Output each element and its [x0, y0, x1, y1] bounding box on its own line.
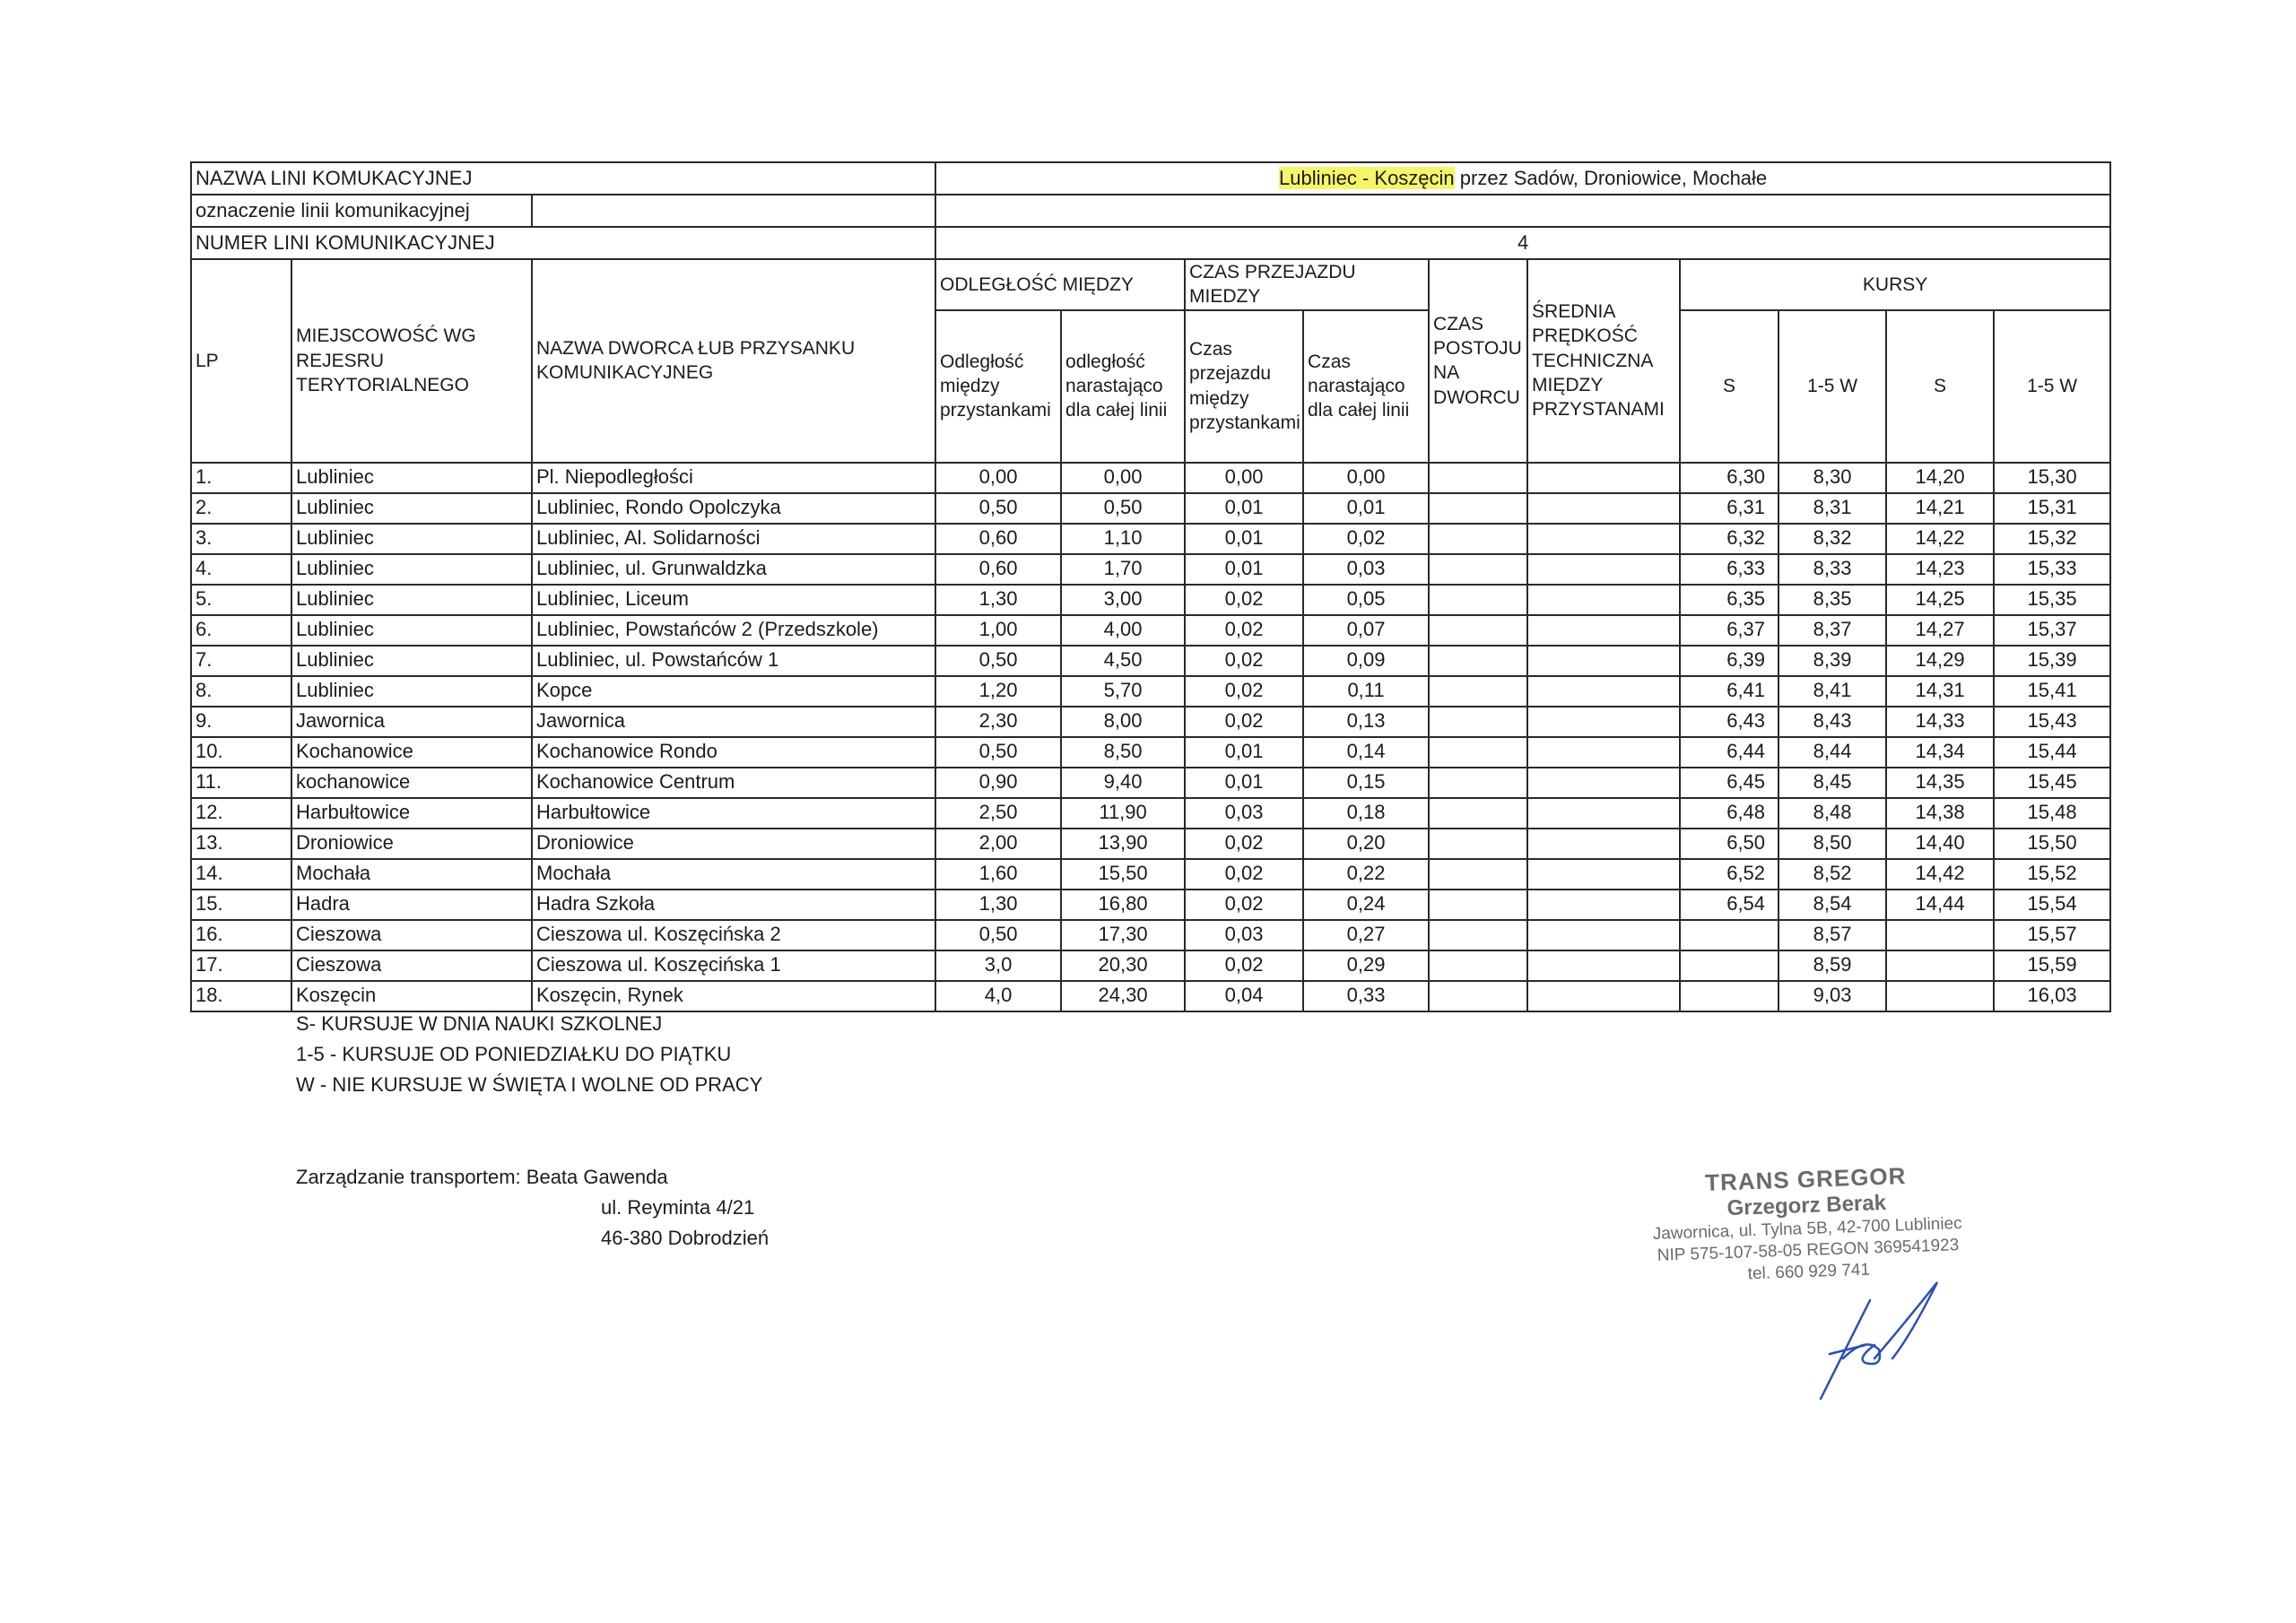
row-avg-speed — [1527, 463, 1680, 493]
row-stop-name: Koszęcin, Rynek — [532, 981, 935, 1011]
row-course-4: 16,03 — [1994, 981, 2110, 1011]
row-stop-time — [1429, 768, 1527, 798]
row-course-4: 15,39 — [1994, 646, 2110, 676]
row-distance: 0,50 — [935, 493, 1061, 524]
row-distance: 2,00 — [935, 829, 1061, 859]
table-row — [191, 524, 2110, 554]
row-time: 0,01 — [1185, 768, 1303, 798]
row-stop-name: Lubliniec, ul. Powstańców 1 — [532, 646, 935, 676]
col-distance-cumulative: odległość narastająco dla całej linii — [1061, 310, 1185, 463]
row-course-1: 6,48 — [1680, 798, 1779, 829]
row-course-2: 8,41 — [1779, 676, 1886, 707]
row-locality: kochanowice — [291, 768, 532, 798]
row-distance: 1,00 — [935, 615, 1061, 646]
row-avg-speed — [1527, 615, 1680, 646]
col-avg-speed: ŚREDNIA PRĘDKOŚĆ TECHNICZNA MIĘDZY PRZYSTANAMI — [1527, 259, 1680, 463]
row-time-cumulative: 0,14 — [1303, 737, 1429, 768]
row-stop-name: Lubliniec, Rondo Opolczyka — [532, 493, 935, 524]
row-avg-speed — [1527, 798, 1680, 829]
row-time: 0,02 — [1185, 829, 1303, 859]
row-course-1: 6,45 — [1680, 768, 1779, 798]
row-course-3: 14,31 — [1886, 676, 1994, 707]
row-course-2: 8,50 — [1779, 829, 1886, 859]
legend-item-s: S- KURSUJE W DNIA NAUKI SZKOLNEJ — [296, 1012, 663, 1035]
row-time: 0,01 — [1185, 737, 1303, 768]
legend-item-1-5: 1-5 - KURSUJE OD PONIEDZIAŁKU DO PIĄTKU — [296, 1043, 732, 1065]
row-course-2: 8,43 — [1779, 707, 1886, 737]
row-stop-time — [1429, 859, 1527, 890]
row-course-4: 15,57 — [1994, 920, 2110, 950]
legend-item-w: W - NIE KURSUJE W ŚWIĘTA I WOLNE OD PRACY — [296, 1073, 763, 1096]
table-row — [191, 768, 2110, 798]
row-distance: 0,00 — [935, 463, 1061, 493]
row-course-4: 15,30 — [1994, 463, 2110, 493]
table-row — [191, 981, 2110, 1011]
row-time-cumulative: 0,13 — [1303, 707, 1429, 737]
row-course-3: 14,42 — [1886, 859, 1994, 890]
row-distance-cumulative: 8,50 — [1061, 737, 1185, 768]
row-time-cumulative: 0,22 — [1303, 859, 1429, 890]
line-name-label: NAZWA LINI KOMUKACYJNEJ — [191, 162, 935, 195]
row-locality: Lubliniec — [291, 676, 532, 707]
row-distance: 0,60 — [935, 524, 1061, 554]
row-course-2: 8,30 — [1779, 463, 1886, 493]
row-course-1: 6,32 — [1680, 524, 1779, 554]
stamp-ids: NIP 575-107-58-05 REGON 369541923 — [1657, 1236, 1960, 1265]
row-time-cumulative: 0,20 — [1303, 829, 1429, 859]
row-stop-name: Droniowice — [532, 829, 935, 859]
row-course-1: 6,43 — [1680, 707, 1779, 737]
table-row — [191, 493, 2110, 524]
col-locality: MIEJSCOWOŚĆ WG REJESRU TERYTORIALNEGO — [291, 259, 532, 463]
row-distance-cumulative: 0,00 — [1061, 463, 1185, 493]
row-distance: 0,50 — [935, 920, 1061, 950]
row-distance-cumulative: 0,50 — [1061, 493, 1185, 524]
row-avg-speed — [1527, 676, 1680, 707]
row-distance: 0,90 — [935, 768, 1061, 798]
row-locality: Hadra — [291, 890, 532, 920]
row-course-4: 15,41 — [1994, 676, 2110, 707]
row-course-2: 8,45 — [1779, 768, 1886, 798]
col-distance-group: ODLEGŁOŚĆ MIĘDZY — [935, 259, 1185, 310]
line-number-row — [191, 227, 2110, 259]
row-course-3: 14,35 — [1886, 768, 1994, 798]
row-course-3 — [1886, 920, 1994, 950]
table-row — [191, 798, 2110, 829]
table-row — [191, 585, 2110, 615]
row-stop-time — [1429, 554, 1527, 585]
row-distance-cumulative: 17,30 — [1061, 920, 1185, 950]
row-distance-cumulative: 3,00 — [1061, 585, 1185, 615]
row-course-1: 6,41 — [1680, 676, 1779, 707]
row-course-2: 8,48 — [1779, 798, 1886, 829]
row-course-2: 8,44 — [1779, 737, 1886, 768]
row-distance-cumulative: 24,30 — [1061, 981, 1185, 1011]
row-course-2: 9,03 — [1779, 981, 1886, 1011]
row-course-1: 6,30 — [1680, 463, 1779, 493]
row-avg-speed — [1527, 981, 1680, 1011]
row-course-1: 6,35 — [1680, 585, 1779, 615]
row-time-cumulative: 0,24 — [1303, 890, 1429, 920]
row-locality: Jawornica — [291, 707, 532, 737]
row-course-4: 15,54 — [1994, 890, 2110, 920]
row-course-2: 8,33 — [1779, 554, 1886, 585]
row-course-3 — [1886, 981, 1994, 1011]
row-time: 0,02 — [1185, 646, 1303, 676]
col-course-2: 1-5 W — [1779, 310, 1886, 463]
stamp-phone: tel. 660 929 741 — [1747, 1260, 1871, 1284]
row-lp: 12. — [191, 798, 291, 829]
row-course-3: 14,29 — [1886, 646, 1994, 676]
row-avg-speed — [1527, 707, 1680, 737]
row-distance-cumulative: 13,90 — [1061, 829, 1185, 859]
row-stop-name: Harbułtowice — [532, 798, 935, 829]
row-course-2: 8,35 — [1779, 585, 1886, 615]
row-course-2: 8,37 — [1779, 615, 1886, 646]
row-time: 0,02 — [1185, 950, 1303, 981]
row-stop-time — [1429, 981, 1527, 1011]
row-course-3: 14,25 — [1886, 585, 1994, 615]
row-lp: 5. — [191, 585, 291, 615]
row-course-2: 8,57 — [1779, 920, 1886, 950]
row-avg-speed — [1527, 859, 1680, 890]
row-time-cumulative: 0,09 — [1303, 646, 1429, 676]
row-time: 0,01 — [1185, 493, 1303, 524]
col-course-1: S — [1680, 310, 1779, 463]
table-row — [191, 615, 2110, 646]
row-distance-cumulative: 16,80 — [1061, 890, 1185, 920]
row-course-3: 14,21 — [1886, 493, 1994, 524]
row-stop-time — [1429, 920, 1527, 950]
row-distance: 1,30 — [935, 585, 1061, 615]
row-lp: 8. — [191, 676, 291, 707]
row-course-3 — [1886, 950, 1994, 981]
row-locality: Kochanowice — [291, 737, 532, 768]
row-course-1 — [1680, 950, 1779, 981]
row-distance-cumulative: 15,50 — [1061, 859, 1185, 890]
row-time: 0,01 — [1185, 524, 1303, 554]
stamp-company: TRANS GREGOR — [1704, 1162, 1907, 1196]
row-course-4: 15,43 — [1994, 707, 2110, 737]
row-course-4: 15,59 — [1994, 950, 2110, 981]
row-course-3: 14,44 — [1886, 890, 1994, 920]
row-course-4: 15,37 — [1994, 615, 2110, 646]
row-locality: Lubliniec — [291, 493, 532, 524]
table-row — [191, 920, 2110, 950]
row-lp: 1. — [191, 463, 291, 493]
row-stop-time — [1429, 829, 1527, 859]
row-stop-name: Jawornica — [532, 707, 935, 737]
row-distance: 1,20 — [935, 676, 1061, 707]
col-time-group: CZAS PRZEJAZDU MIEDZY — [1185, 259, 1429, 310]
row-locality: Lubliniec — [291, 585, 532, 615]
row-course-1 — [1680, 981, 1779, 1011]
row-locality: Harbułtowice — [291, 798, 532, 829]
row-lp: 3. — [191, 524, 291, 554]
row-avg-speed — [1527, 493, 1680, 524]
row-time: 0,02 — [1185, 676, 1303, 707]
row-time: 0,02 — [1185, 585, 1303, 615]
row-distance: 3,0 — [935, 950, 1061, 981]
company-stamp — [1644, 1160, 1970, 1289]
row-distance-cumulative: 20,30 — [1061, 950, 1185, 981]
row-distance: 0,50 — [935, 646, 1061, 676]
row-lp: 18. — [191, 981, 291, 1011]
line-name-highlighted: Lubliniec - Koszęcin — [1279, 166, 1455, 189]
row-course-3: 14,27 — [1886, 615, 1994, 646]
row-time-cumulative: 0,00 — [1303, 463, 1429, 493]
line-number-label: NUMER LINI KOMUNIKACYJNEJ — [191, 227, 935, 259]
row-lp: 6. — [191, 615, 291, 646]
row-course-3: 14,20 — [1886, 463, 1994, 493]
row-course-3: 14,38 — [1886, 798, 1994, 829]
table-row — [191, 890, 2110, 920]
row-distance-cumulative: 4,00 — [1061, 615, 1185, 646]
row-course-2: 8,52 — [1779, 859, 1886, 890]
col-stop-name: NAZWA DWORCA ŁUB PRZYSANKU KOMUNIKACYJNEG — [532, 259, 935, 463]
row-time-cumulative: 0,27 — [1303, 920, 1429, 950]
row-lp: 15. — [191, 890, 291, 920]
row-time: 0,03 — [1185, 798, 1303, 829]
row-course-4: 15,48 — [1994, 798, 2110, 829]
row-distance-cumulative: 1,10 — [1061, 524, 1185, 554]
row-stop-name: Hadra Szkoła — [532, 890, 935, 920]
row-time-cumulative: 0,11 — [1303, 676, 1429, 707]
row-time: 0,03 — [1185, 920, 1303, 950]
table-row — [191, 463, 2110, 493]
row-course-1: 6,54 — [1680, 890, 1779, 920]
row-avg-speed — [1527, 829, 1680, 859]
line-number-value: 4 — [935, 227, 2110, 259]
management-line-1: Zarządzanie transportem: Beata Gawenda — [296, 1166, 668, 1188]
table-row — [191, 859, 2110, 890]
row-course-4: 15,35 — [1994, 585, 2110, 615]
row-locality: Lubliniec — [291, 554, 532, 585]
row-locality: Lubliniec — [291, 646, 532, 676]
col-lp: LP — [191, 259, 291, 463]
row-stop-time — [1429, 615, 1527, 646]
row-time: 0,02 — [1185, 707, 1303, 737]
row-course-3: 14,23 — [1886, 554, 1994, 585]
table-row — [191, 676, 2110, 707]
row-course-1: 6,37 — [1680, 615, 1779, 646]
row-time-cumulative: 0,01 — [1303, 493, 1429, 524]
row-lp: 14. — [191, 859, 291, 890]
col-course-4: 1-5 W — [1994, 310, 2110, 463]
line-name-rest: przez Sadów, Droniowice, Mochałe — [1454, 166, 1768, 189]
row-lp: 4. — [191, 554, 291, 585]
col-time-cumulative: Czas narastająco dla całej linii — [1303, 310, 1429, 463]
line-designation-value — [935, 195, 2110, 227]
row-stop-name: Pl. Niepodległości — [532, 463, 935, 493]
row-time-cumulative: 0,05 — [1303, 585, 1429, 615]
row-course-3: 14,34 — [1886, 737, 1994, 768]
row-stop-name: Mochała — [532, 859, 935, 890]
row-time-cumulative: 0,03 — [1303, 554, 1429, 585]
row-avg-speed — [1527, 585, 1680, 615]
row-avg-speed — [1527, 554, 1680, 585]
row-time: 0,04 — [1185, 981, 1303, 1011]
row-lp: 17. — [191, 950, 291, 981]
table-row — [191, 554, 2110, 585]
row-avg-speed — [1527, 950, 1680, 981]
row-course-3: 14,22 — [1886, 524, 1994, 554]
line-designation-label: oznaczenie linii komunikacyjnej — [191, 195, 532, 227]
row-time-cumulative: 0,18 — [1303, 798, 1429, 829]
row-course-2: 8,59 — [1779, 950, 1886, 981]
row-course-4: 15,32 — [1994, 524, 2110, 554]
row-lp: 9. — [191, 707, 291, 737]
management-line-2: ul. Reyminta 4/21 — [601, 1196, 755, 1219]
row-course-4: 15,45 — [1994, 768, 2110, 798]
row-course-4: 15,31 — [1994, 493, 2110, 524]
stamp-owner: Grzegorz Berak — [1726, 1190, 1887, 1221]
line-name-value — [935, 162, 2110, 195]
row-stop-name: Kochanowice Centrum — [532, 768, 935, 798]
table-row — [191, 829, 2110, 859]
row-course-1: 6,50 — [1680, 829, 1779, 859]
row-distance: 1,30 — [935, 890, 1061, 920]
row-distance-cumulative: 4,50 — [1061, 646, 1185, 676]
row-course-1: 6,33 — [1680, 554, 1779, 585]
row-distance-cumulative: 8,00 — [1061, 707, 1185, 737]
row-time-cumulative: 0,29 — [1303, 950, 1429, 981]
row-stop-name: Lubliniec, ul. Grunwaldzka — [532, 554, 935, 585]
row-locality: Droniowice — [291, 829, 532, 859]
row-stop-time — [1429, 463, 1527, 493]
row-course-2: 8,54 — [1779, 890, 1886, 920]
management-info — [296, 1162, 769, 1254]
row-avg-speed — [1527, 737, 1680, 768]
row-stop-time — [1429, 737, 1527, 768]
table-row — [191, 950, 2110, 981]
row-stop-name: Lubliniec, Powstańców 2 (Przedszkole) — [532, 615, 935, 646]
col-distance-between: Odległość między przystankami — [935, 310, 1061, 463]
row-stop-name: Lubliniec, Al. Solidarności — [532, 524, 935, 554]
legend — [296, 1009, 762, 1100]
row-avg-speed — [1527, 890, 1680, 920]
row-lp: 16. — [191, 920, 291, 950]
col-course-3: S — [1886, 310, 1994, 463]
row-course-4: 15,33 — [1994, 554, 2110, 585]
row-course-1: 6,31 — [1680, 493, 1779, 524]
row-stop-time — [1429, 493, 1527, 524]
row-time-cumulative: 0,02 — [1303, 524, 1429, 554]
row-distance-cumulative: 5,70 — [1061, 676, 1185, 707]
row-time-cumulative: 0,15 — [1303, 768, 1429, 798]
row-course-2: 8,39 — [1779, 646, 1886, 676]
row-avg-speed — [1527, 768, 1680, 798]
row-course-3: 14,40 — [1886, 829, 1994, 859]
row-course-1: 6,44 — [1680, 737, 1779, 768]
row-distance: 4,0 — [935, 981, 1061, 1011]
row-lp: 10. — [191, 737, 291, 768]
schedule-rows — [191, 463, 2110, 1011]
row-stop-name: Cieszowa ul. Koszęcińska 2 — [532, 920, 935, 950]
row-avg-speed — [1527, 646, 1680, 676]
row-locality: Lubliniec — [291, 463, 532, 493]
row-stop-time — [1429, 950, 1527, 981]
row-time-cumulative: 0,33 — [1303, 981, 1429, 1011]
row-distance: 2,50 — [935, 798, 1061, 829]
row-distance: 2,30 — [935, 707, 1061, 737]
row-time: 0,01 — [1185, 554, 1303, 585]
row-time: 0,00 — [1185, 463, 1303, 493]
row-course-2: 8,31 — [1779, 493, 1886, 524]
row-distance-cumulative: 11,90 — [1061, 798, 1185, 829]
row-stop-name: Cieszowa ul. Koszęcińska 1 — [532, 950, 935, 981]
schedule-table — [190, 161, 2111, 1012]
row-distance: 0,50 — [935, 737, 1061, 768]
row-stop-time — [1429, 676, 1527, 707]
row-locality: Koszęcin — [291, 981, 532, 1011]
signature-icon — [1803, 1273, 1955, 1408]
table-row — [191, 737, 2110, 768]
row-course-1: 6,52 — [1680, 859, 1779, 890]
row-stop-time — [1429, 646, 1527, 676]
table-row — [191, 707, 2110, 737]
row-locality: Cieszowa — [291, 920, 532, 950]
col-stop-time: CZAS POSTOJU NA DWORCU — [1429, 259, 1527, 463]
management-line-3: 46-380 Dobrodzień — [601, 1227, 770, 1249]
row-course-2: 8,32 — [1779, 524, 1886, 554]
row-distance: 1,60 — [935, 859, 1061, 890]
row-distance-cumulative: 9,40 — [1061, 768, 1185, 798]
row-locality: Mochała — [291, 859, 532, 890]
row-distance: 0,60 — [935, 554, 1061, 585]
row-avg-speed — [1527, 920, 1680, 950]
column-group-row — [191, 259, 2110, 310]
row-time: 0,02 — [1185, 859, 1303, 890]
line-designation-row — [191, 195, 2110, 227]
row-locality: Lubliniec — [291, 524, 532, 554]
row-lp: 13. — [191, 829, 291, 859]
row-course-4: 15,52 — [1994, 859, 2110, 890]
line-designation-empty — [532, 195, 935, 227]
row-stop-time — [1429, 798, 1527, 829]
col-time-between: Czas przejazdu między przystankami — [1185, 310, 1303, 463]
row-avg-speed — [1527, 524, 1680, 554]
row-time-cumulative: 0,07 — [1303, 615, 1429, 646]
row-distance-cumulative: 1,70 — [1061, 554, 1185, 585]
row-stop-time — [1429, 707, 1527, 737]
row-stop-name: Lubliniec, Liceum — [532, 585, 935, 615]
row-course-1: 6,39 — [1680, 646, 1779, 676]
row-course-4: 15,44 — [1994, 737, 2110, 768]
row-course-1 — [1680, 920, 1779, 950]
line-name-row — [191, 162, 2110, 195]
row-course-4: 15,50 — [1994, 829, 2110, 859]
row-stop-name: Kochanowice Rondo — [532, 737, 935, 768]
row-stop-time — [1429, 524, 1527, 554]
col-courses-group: KURSY — [1680, 259, 2110, 310]
row-time: 0,02 — [1185, 615, 1303, 646]
row-stop-name: Kopce — [532, 676, 935, 707]
table-row — [191, 646, 2110, 676]
row-locality: Cieszowa — [291, 950, 532, 981]
row-lp: 2. — [191, 493, 291, 524]
row-course-3: 14,33 — [1886, 707, 1994, 737]
stamp-address: Jawornica, ul. Tylna 5B, 42-700 Lubliniec — [1652, 1213, 1962, 1245]
row-lp: 11. — [191, 768, 291, 798]
row-stop-time — [1429, 890, 1527, 920]
row-locality: Lubliniec — [291, 615, 532, 646]
row-lp: 7. — [191, 646, 291, 676]
row-time: 0,02 — [1185, 890, 1303, 920]
row-stop-time — [1429, 585, 1527, 615]
